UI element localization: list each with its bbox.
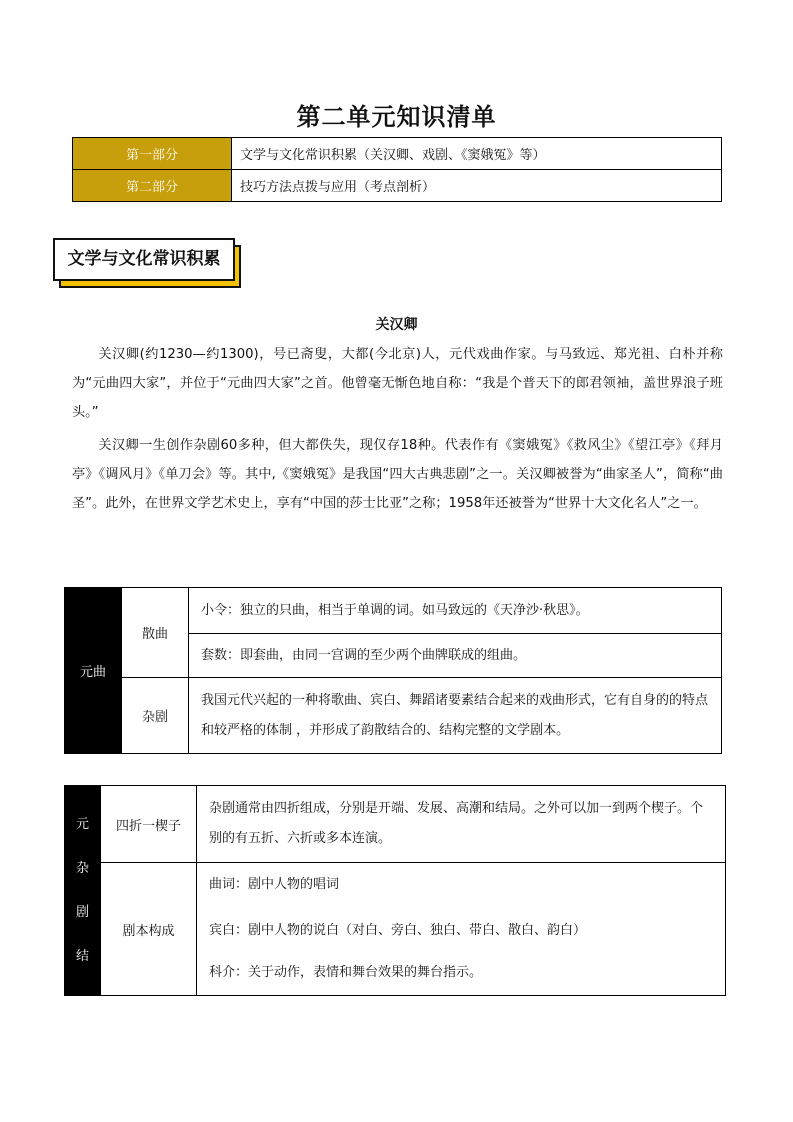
zaju-desc: 我国元代兴起的一种将歌曲、宾白、舞蹈诸要素结合起来的戏曲形式，它有自身的的特点和较严格的体制 ，并形成了韵散结合的、结构完整的文学剧本。 <box>189 678 722 754</box>
kejie-line: 科介：关于动作，表情和舞台效果的舞台指示。 <box>209 965 483 980</box>
juben-label: 剧本构成 <box>101 863 197 996</box>
page-title: 第二单元知识清单 <box>296 102 497 131</box>
yuanqu-category: 元曲 <box>65 588 122 754</box>
binbai-line: 宾白：剧中人物的说白（对白、旁白、独白、带白、散白、韵白） <box>209 923 587 938</box>
zaju-structure-category <box>65 786 101 996</box>
xiaoling-desc: 小令：独立的只曲，相当于单调的词。如马致远的《天净沙·秋思》。 <box>189 588 722 634</box>
table-row <box>65 863 726 996</box>
toc-part-desc: 技巧方法点拨与应用（考点剖析） <box>232 170 722 202</box>
zaju-label: 杂剧 <box>122 678 189 754</box>
sizhe-label: 四折一楔子 <box>101 786 197 863</box>
sizhe-desc: 杂剧通常由四折组成，分别是开端、发展、高潮和结局。之外可以加一到两个楔子。个别的有五折、六折或多本连演。 <box>197 786 726 863</box>
yuanqu-table <box>64 587 722 754</box>
juben-desc <box>197 863 726 996</box>
toc-part-desc: 文学与文化常识积累（关汉卿、戏剧、《窦娥冤》等） <box>232 138 722 170</box>
paragraph-2: 关汉卿一生创作杂剧60多种，但大都佚失，现仅存18种。代表作有《窦娥冤》《救风尘》《望江亭》《拜月亭》《调风月》《单刀会》等。其中,《窦娥冤》是我国“四大古典悲剧”之一。关汉卿被誉为“曲家圣人”，简称“曲圣”。此外，在世界文学艺术史上，享有“中国的莎士比亚”之称；1958年还被誉为“世界十大文化名人”之一。 <box>72 438 723 511</box>
table-row <box>65 786 726 863</box>
taoshu-desc: 套数：即套曲，由同一宫调的至少两个曲牌联成的组曲。 <box>189 634 722 678</box>
category-char: 杂 <box>75 860 89 876</box>
badge-label: 文学与文化常识积累 <box>53 238 235 281</box>
category-char: 结 <box>75 948 89 964</box>
toc-part-label: 第一部分 <box>73 138 232 170</box>
paragraph-1: 关汉卿(约1230—约1300)，号已斋叟，大都(今北京)人，元代戏曲作家。与马致远、郑光祖、白朴并称为“元曲四大家”，并位于“元曲四大家”之首。他曾毫无惭色地自称：“我是个普天下的郎君领袖，盖世界浪子班头。” <box>72 347 723 420</box>
toc-row <box>73 138 722 170</box>
zaju-structure-table <box>64 785 726 996</box>
category-char: 元 <box>75 816 89 832</box>
section-title: 关汉卿 <box>375 317 418 333</box>
toc-table <box>72 137 722 202</box>
section-badge <box>53 238 241 288</box>
table-row <box>65 588 722 634</box>
sanqu-label: 散曲 <box>122 588 189 678</box>
quci-line: 曲词：剧中人物的唱词 <box>209 877 340 892</box>
toc-row <box>73 170 722 202</box>
table-row <box>65 678 722 754</box>
toc-part-label: 第二部分 <box>73 170 232 202</box>
category-char: 剧 <box>75 904 89 920</box>
